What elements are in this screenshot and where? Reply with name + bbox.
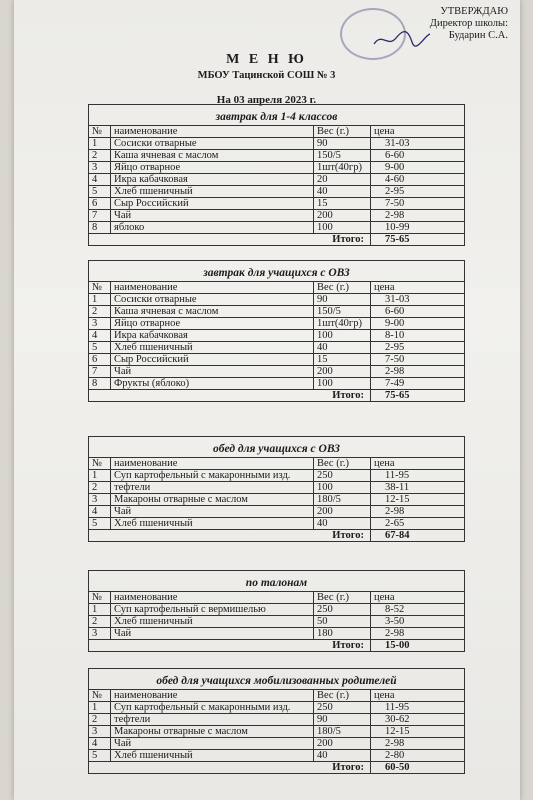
dish-weight: 180 — [314, 628, 371, 640]
row-number: 4 — [89, 174, 111, 186]
row-number: 5 — [89, 342, 111, 354]
dish-name: Икра кабачковая — [111, 330, 314, 342]
total-label: Итого: — [89, 762, 371, 774]
row-number: 8 — [89, 222, 111, 234]
table-row — [89, 294, 465, 306]
table-row — [89, 198, 465, 210]
approval-block — [398, 6, 508, 42]
dish-price: 2-98 — [371, 738, 465, 750]
page-title: М Е Н Ю — [226, 52, 307, 67]
column-header-weight: Вес (г.) — [314, 592, 371, 604]
row-number: 6 — [89, 354, 111, 366]
menu-table — [88, 591, 465, 652]
table-row — [89, 616, 465, 628]
dish-price: 2-65 — [371, 518, 465, 530]
table-row — [89, 506, 465, 518]
table-row — [89, 318, 465, 330]
total-label: Итого: — [89, 390, 371, 402]
table-row — [89, 222, 465, 234]
row-number: 2 — [89, 482, 111, 494]
table-row — [89, 330, 465, 342]
dish-name: яблоко — [111, 222, 314, 234]
table-row — [89, 702, 465, 714]
dish-price: 2-80 — [371, 750, 465, 762]
dish-price: 7-50 — [371, 354, 465, 366]
dish-price: 12-15 — [371, 726, 465, 738]
dish-name: Яйцо отварное — [111, 162, 314, 174]
row-number: 3 — [89, 726, 111, 738]
dish-name: Сосиски отварные — [111, 138, 314, 150]
dish-price: 31-03 — [371, 138, 465, 150]
dish-weight: 90 — [314, 294, 371, 306]
table-row — [89, 210, 465, 222]
menu-date: На 03 апреля 2023 г. — [216, 94, 317, 106]
dish-weight: 20 — [314, 174, 371, 186]
column-header-name: наименование — [111, 126, 314, 138]
dish-price: 8-52 — [371, 604, 465, 616]
dish-weight: 150/5 — [314, 150, 371, 162]
dish-name: Чай — [111, 366, 314, 378]
row-number: 5 — [89, 750, 111, 762]
row-number: 1 — [89, 470, 111, 482]
table-row — [89, 494, 465, 506]
dish-name: Хлеб пшеничный — [111, 616, 314, 628]
column-header-number: № — [89, 592, 111, 604]
menu-table — [88, 125, 465, 246]
dish-name: Фрукты (яблоко) — [111, 378, 314, 390]
column-header-number: № — [89, 458, 111, 470]
dish-price: 9-00 — [371, 162, 465, 174]
dish-name: Сосиски отварные — [111, 294, 314, 306]
row-number: 2 — [89, 616, 111, 628]
row-number: 1 — [89, 294, 111, 306]
dish-price: 3-50 — [371, 616, 465, 628]
row-number: 7 — [89, 366, 111, 378]
total-value: 60-50 — [371, 762, 465, 774]
column-header-price: цена — [371, 458, 465, 470]
dish-price: 2-95 — [371, 186, 465, 198]
dish-name: Суп картофельный с макаронными изд. — [111, 470, 314, 482]
column-header-weight: Вес (г.) — [314, 126, 371, 138]
row-number: 1 — [89, 138, 111, 150]
dish-price: 6-60 — [371, 150, 465, 162]
total-value: 75-65 — [371, 390, 465, 402]
table-row — [89, 714, 465, 726]
column-header-weight: Вес (г.) — [314, 282, 371, 294]
dish-name: Хлеб пшеничный — [111, 186, 314, 198]
row-number: 4 — [89, 330, 111, 342]
dish-name: Чай — [111, 210, 314, 222]
column-header-price: цена — [371, 282, 465, 294]
dish-price: 4-60 — [371, 174, 465, 186]
total-value: 75-65 — [371, 234, 465, 246]
dish-name: Макароны отварные с маслом — [111, 726, 314, 738]
table-row — [89, 150, 465, 162]
dish-price: 2-98 — [371, 366, 465, 378]
dish-name: Чай — [111, 506, 314, 518]
table-row — [89, 470, 465, 482]
column-header-name: наименование — [111, 592, 314, 604]
dish-name: Чай — [111, 738, 314, 750]
dish-weight: 15 — [314, 354, 371, 366]
dish-weight: 100 — [314, 482, 371, 494]
dish-name: тефтели — [111, 714, 314, 726]
total-label: Итого: — [89, 530, 371, 542]
dish-weight: 100 — [314, 378, 371, 390]
row-number: 6 — [89, 198, 111, 210]
table-row — [89, 750, 465, 762]
dish-weight: 250 — [314, 702, 371, 714]
row-number: 3 — [89, 318, 111, 330]
school-name: МБОУ Тацинской СОШ № 3 — [197, 70, 336, 81]
menu-table — [88, 281, 465, 402]
column-header-name: наименование — [111, 282, 314, 294]
table-header-row — [89, 458, 465, 470]
dish-name: Икра кабачковая — [111, 174, 314, 186]
total-row — [89, 390, 465, 402]
menu-section — [88, 570, 465, 652]
section-title: обед для учащихся с ОВЗ — [88, 436, 465, 457]
dish-price: 6-60 — [371, 306, 465, 318]
dish-weight: 90 — [314, 138, 371, 150]
table-row — [89, 138, 465, 150]
dish-weight: 50 — [314, 616, 371, 628]
dish-weight: 100 — [314, 222, 371, 234]
table-row — [89, 366, 465, 378]
dish-weight: 40 — [314, 342, 371, 354]
dish-weight: 40 — [314, 186, 371, 198]
menu-table — [88, 457, 465, 542]
column-header-price: цена — [371, 126, 465, 138]
dish-price: 31-03 — [371, 294, 465, 306]
table-row — [89, 604, 465, 616]
dish-weight: 200 — [314, 506, 371, 518]
table-row — [89, 738, 465, 750]
section-title: по талонам — [88, 570, 465, 591]
row-number: 8 — [89, 378, 111, 390]
row-number: 2 — [89, 306, 111, 318]
row-number: 5 — [89, 518, 111, 530]
table-row — [89, 518, 465, 530]
column-header-price: цена — [371, 690, 465, 702]
dish-weight: 200 — [314, 210, 371, 222]
dish-weight: 150/5 — [314, 306, 371, 318]
dish-name: Хлеб пшеничный — [111, 750, 314, 762]
row-number: 3 — [89, 494, 111, 506]
table-row — [89, 628, 465, 640]
dish-name: Хлеб пшеничный — [111, 518, 314, 530]
dish-weight: 100 — [314, 330, 371, 342]
dish-name: Суп картофельный с вермишелью — [111, 604, 314, 616]
menu-section — [88, 104, 465, 246]
column-header-weight: Вес (г.) — [314, 690, 371, 702]
dish-weight: 200 — [314, 738, 371, 750]
dish-name: Сыр Российский — [111, 354, 314, 366]
dish-weight: 15 — [314, 198, 371, 210]
table-header-row — [89, 690, 465, 702]
row-number: 7 — [89, 210, 111, 222]
dish-price: 2-95 — [371, 342, 465, 354]
row-number: 2 — [89, 714, 111, 726]
column-header-number: № — [89, 690, 111, 702]
table-row — [89, 354, 465, 366]
approval-title: УТВЕРЖДАЮ — [440, 6, 508, 17]
table-header-row — [89, 282, 465, 294]
dish-price: 7-49 — [371, 378, 465, 390]
row-number: 4 — [89, 738, 111, 750]
row-number: 3 — [89, 162, 111, 174]
table-header-row — [89, 592, 465, 604]
dish-name: Чай — [111, 628, 314, 640]
column-header-number: № — [89, 126, 111, 138]
total-value: 67-84 — [371, 530, 465, 542]
menu-section — [88, 436, 465, 542]
column-header-number: № — [89, 282, 111, 294]
dish-price: 7-50 — [371, 198, 465, 210]
total-label: Итого: — [89, 640, 371, 652]
dish-weight: 180/5 — [314, 726, 371, 738]
dish-weight: 180/5 — [314, 494, 371, 506]
approval-name: Бударин С.А. — [448, 30, 508, 41]
column-header-price: цена — [371, 592, 465, 604]
dish-price: 10-99 — [371, 222, 465, 234]
dish-name: Хлеб пшеничный — [111, 342, 314, 354]
table-row — [89, 162, 465, 174]
row-number: 1 — [89, 702, 111, 714]
dish-name: тефтели — [111, 482, 314, 494]
dish-weight: 200 — [314, 366, 371, 378]
dish-price: 11-95 — [371, 702, 465, 714]
dish-name: Каша ячневая с маслом — [111, 306, 314, 318]
dish-weight: 1шт(40гр) — [314, 162, 371, 174]
column-header-weight: Вес (г.) — [314, 458, 371, 470]
dish-name: Сыр Российский — [111, 198, 314, 210]
table-header-row — [89, 126, 465, 138]
dish-weight: 250 — [314, 604, 371, 616]
dish-price: 11-95 — [371, 470, 465, 482]
row-number: 2 — [89, 150, 111, 162]
total-row — [89, 530, 465, 542]
row-number: 4 — [89, 506, 111, 518]
dish-weight: 250 — [314, 470, 371, 482]
total-value: 15-00 — [371, 640, 465, 652]
menu-section — [88, 260, 465, 402]
section-title: завтрак для учащихся с ОВЗ — [88, 260, 465, 281]
dish-price: 8-10 — [371, 330, 465, 342]
dish-name: Макароны отварные с маслом — [111, 494, 314, 506]
menu-section — [88, 668, 465, 774]
dish-price: 9-00 — [371, 318, 465, 330]
dish-weight: 40 — [314, 518, 371, 530]
total-row — [89, 234, 465, 246]
table-row — [89, 306, 465, 318]
dish-name: Суп картофельный с макаронными изд. — [111, 702, 314, 714]
column-header-name: наименование — [111, 690, 314, 702]
dish-name: Каша ячневая с маслом — [111, 150, 314, 162]
row-number: 5 — [89, 186, 111, 198]
dish-price: 12-15 — [371, 494, 465, 506]
table-row — [89, 726, 465, 738]
row-number: 3 — [89, 628, 111, 640]
approval-position: Директор школы: — [429, 18, 508, 29]
table-row — [89, 342, 465, 354]
dish-price: 2-98 — [371, 210, 465, 222]
column-header-name: наименование — [111, 458, 314, 470]
dish-price: 38-11 — [371, 482, 465, 494]
row-number: 1 — [89, 604, 111, 616]
table-row — [89, 482, 465, 494]
dish-price: 2-98 — [371, 628, 465, 640]
section-title: завтрак для 1-4 классов — [88, 104, 465, 125]
total-label: Итого: — [89, 234, 371, 246]
menu-table — [88, 689, 465, 774]
dish-price: 2-98 — [371, 506, 465, 518]
dish-price: 30-62 — [371, 714, 465, 726]
dish-weight: 40 — [314, 750, 371, 762]
total-row — [89, 762, 465, 774]
table-row — [89, 378, 465, 390]
dish-weight: 1шт(40гр) — [314, 318, 371, 330]
dish-name: Яйцо отварное — [111, 318, 314, 330]
section-title: обед для учащихся мобилизованных родителей — [88, 668, 465, 689]
table-row — [89, 174, 465, 186]
table-row — [89, 186, 465, 198]
dish-weight: 90 — [314, 714, 371, 726]
total-row — [89, 640, 465, 652]
